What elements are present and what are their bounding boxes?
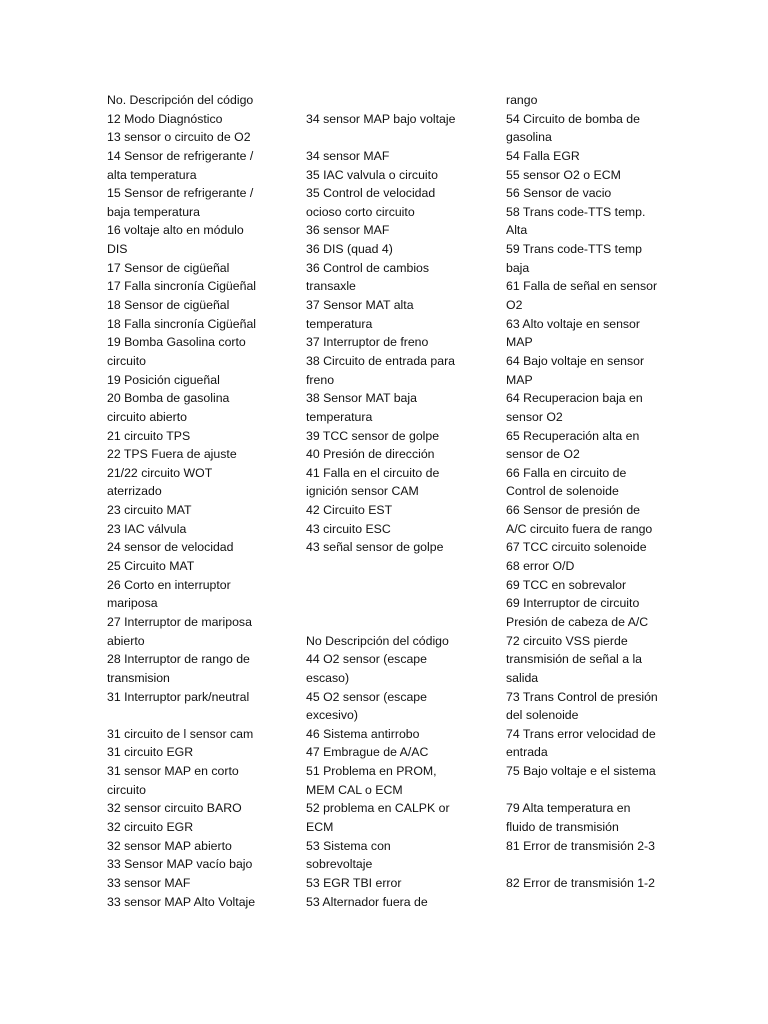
text-line: 20 Bomba de gasolina (107, 391, 230, 406)
text-line: transmision (107, 670, 170, 685)
text-line: 51 Problema en PROM, (306, 764, 437, 779)
text-line: MAP (506, 335, 533, 350)
text-line: 44 O2 sensor (escape (306, 652, 427, 667)
text-line: 42 Circuito EST (306, 503, 393, 518)
text-line: 45 O2 sensor (escape (306, 689, 427, 704)
text-line: 69 Interruptor de circuito (506, 596, 640, 611)
text-line: 54 Falla EGR (506, 148, 580, 163)
text-line: 18 Falla sincronía Cigüeñal (107, 316, 257, 331)
text-line: 67 TCC circuito solenoide (506, 540, 647, 555)
text-line: 24 sensor de velocidad (107, 540, 234, 555)
text-line: 21/22 circuito WOT (107, 465, 213, 480)
text-line: 68 error O/D (506, 559, 575, 574)
text-line: 32 sensor MAP abierto (107, 838, 232, 853)
text-line: 81 Error de transmisión 2-3 (506, 838, 655, 853)
text-line: 17 Falla sincronía Cigüeñal (107, 279, 257, 294)
text-line: 43 señal sensor de golpe (306, 540, 444, 555)
text-line: 33 Sensor MAP vacío bajo (107, 857, 253, 872)
text-line: 52 problema en CALPK or (306, 801, 450, 816)
text-line: 31 sensor MAP en corto (107, 764, 239, 779)
text-line: 37 Sensor MAT alta (306, 298, 414, 313)
text-line: gasolina (506, 130, 552, 145)
text-line: 73 Trans Control de presión (506, 689, 658, 704)
text-line (506, 855, 696, 874)
text-line (107, 706, 283, 725)
text-line: 33 sensor MAF (107, 875, 191, 890)
text-line: 65 Recuperación alta en (506, 428, 640, 443)
text-line: Alta (506, 223, 528, 238)
text-line: transaxle (306, 279, 356, 294)
text-line: 33 sensor MAP Alto Voltaje (107, 894, 256, 909)
text-line: A/C circuito fuera de rango (506, 521, 653, 536)
text-line: escaso) (306, 670, 350, 685)
text-line: 58 Trans code-TTS temp. (506, 204, 646, 219)
text-line: 15 Sensor de refrigerante / (107, 186, 254, 201)
text-line: circuito abierto (107, 409, 187, 424)
text-line: 53 EGR TBI error (306, 875, 402, 890)
text-line: 28 Interruptor de rango de (107, 652, 250, 667)
text-line: 74 Trans error velocidad de (506, 726, 656, 741)
text-line: 38 Sensor MAT baja (306, 391, 417, 406)
text-line: 38 Circuito de entrada para (306, 353, 456, 368)
text-line: 64 Bajo voltaje en sensor (506, 353, 645, 368)
text-line (506, 781, 696, 800)
text-line: 22 TPS Fuera de ajuste (107, 447, 237, 462)
text-line: 32 circuito EGR (107, 819, 194, 834)
text-line: 43 circuito ESC (306, 521, 391, 536)
text-line: 66 Sensor de presión de (506, 503, 640, 518)
text-line: 32 sensor circuito BARO (107, 801, 242, 816)
text-line: baja (506, 260, 530, 275)
text-line: fluido de transmisión (506, 819, 619, 834)
text-line: MEM CAL o ECM (306, 782, 403, 797)
text-line: Control de solenoide (506, 484, 619, 499)
text-line: O2 (506, 298, 523, 313)
text-line: sobrevoltaje (306, 857, 373, 872)
text-line: del solenoide (506, 708, 579, 723)
text-line: aterrizado (107, 484, 162, 499)
text-line: rango (506, 93, 538, 107)
column-3 (506, 91, 696, 893)
text-line: 12 Modo Diagnóstico (107, 111, 223, 126)
text-line: 59 Trans code-TTS temp (506, 242, 643, 257)
text-line: 23 IAC válvula (107, 521, 187, 536)
text-line (306, 594, 482, 613)
text-line: freno (306, 372, 335, 387)
text-line: No Descripción del código (306, 633, 449, 648)
text-line: 25 Circuito MAT (107, 559, 195, 574)
text-line: 19 Bomba Gasolina corto (107, 335, 246, 350)
text-line (306, 613, 482, 632)
text-line: temperatura (306, 316, 373, 331)
text-line: alta temperatura (107, 167, 197, 182)
text-line: ignición sensor CAM (306, 484, 419, 499)
text-line (306, 576, 482, 595)
text-line: sensor de O2 (506, 447, 580, 462)
text-line: 34 sensor MAF (306, 148, 390, 163)
text-line: 23 circuito MAT (107, 503, 192, 518)
text-line: 53 Alternador fuera de (306, 894, 428, 909)
text-line: 39 TCC sensor de golpe (306, 428, 440, 443)
text-line: temperatura (306, 409, 373, 424)
text-line: 82 Error de transmisión 1-2 (506, 875, 655, 890)
text-line: Presión de cabeza de A/C (506, 614, 649, 629)
text-line: 34 sensor MAP bajo voltaje (306, 111, 456, 126)
text-line: excesivo) (306, 708, 358, 723)
text-line: salida (506, 670, 539, 685)
text-line: circuito (107, 353, 146, 368)
text-line: 53 Sistema con (306, 838, 391, 853)
text-line: 63 Alto voltaje en sensor (506, 316, 640, 331)
text-line: 16 voltaje alto en módulo (107, 223, 244, 238)
text-line: sensor O2 (506, 409, 563, 424)
text-line: 36 Control de cambios (306, 260, 430, 275)
text-line: 41 Falla en el circuito de (306, 465, 440, 480)
text-line: 54 Circuito de bomba de (506, 111, 640, 126)
text-line: DIS (107, 242, 128, 257)
text-line: 35 IAC valvula o circuito (306, 167, 438, 182)
column-2 (306, 91, 482, 911)
text-line: 46 Sistema antirrobo (306, 726, 420, 741)
text-line: 61 Falla de señal en sensor (506, 279, 658, 294)
text-line: 31 circuito EGR (107, 745, 194, 760)
text-line: 40 Presión de dirección (306, 447, 435, 462)
text-line: 31 circuito de l sensor cam (107, 726, 254, 741)
text-line (306, 128, 482, 147)
text-line: 27 Interruptor de mariposa (107, 614, 252, 629)
text-line: baja temperatura (107, 204, 200, 219)
text-line: 37 Interruptor de freno (306, 335, 429, 350)
text-line: 17 Sensor de cigüeñal (107, 260, 230, 275)
text-line (306, 91, 482, 110)
text-line: No. Descripción del código (107, 93, 254, 107)
text-line: 66 Falla en circuito de (506, 465, 627, 480)
text-line: ocioso corto circuito (306, 204, 415, 219)
text-line: 72 circuito VSS pierde (506, 633, 628, 648)
text-line: MAP (506, 372, 533, 387)
text-line: 31 Interruptor park/neutral (107, 689, 250, 704)
column-1 (107, 91, 283, 911)
text-line: 19 Posición cigueñal (107, 372, 220, 387)
text-line: 35 Control de velocidad (306, 186, 436, 201)
text-line: 56 Sensor de vacio (506, 186, 612, 201)
text-line: 64 Recuperacion baja en (506, 391, 643, 406)
text-line: 26 Corto en interruptor (107, 577, 231, 592)
text-line: 79 Alta temperatura en (506, 801, 631, 816)
text-line: transmisión de señal a la (506, 652, 643, 667)
text-line: 36 sensor MAF (306, 223, 390, 238)
text-line: circuito (107, 782, 146, 797)
text-line: 55 sensor O2 o ECM (506, 167, 621, 182)
text-line: 14 Sensor de refrigerante / (107, 148, 254, 163)
text-line: 75 Bajo voltaje e el sistema (506, 764, 656, 779)
text-line: abierto (107, 633, 145, 648)
text-line: ECM (306, 819, 334, 834)
text-line: 47 Embrague de A/AC (306, 745, 429, 760)
text-line (306, 557, 482, 576)
text-line: mariposa (107, 596, 158, 611)
text-line: 36 DIS (quad 4) (306, 242, 393, 257)
text-line: 69 TCC en sobrevalor (506, 577, 627, 592)
text-line: 21 circuito TPS (107, 428, 191, 443)
text-line: 18 Sensor de cigüeñal (107, 298, 230, 313)
text-line: entrada (506, 745, 548, 760)
text-line: 13 sensor o circuito de O2 (107, 130, 251, 145)
